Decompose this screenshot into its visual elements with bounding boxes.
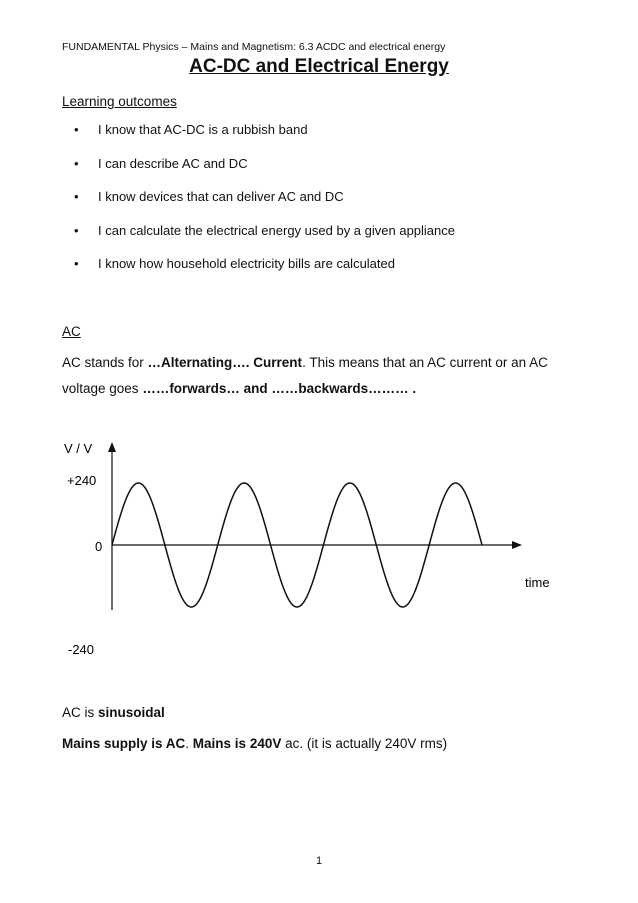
page-header: FUNDAMENTAL Physics – Mains and Magnetism: 6.3 ACDC and electrical energy <box>62 41 446 53</box>
list-item <box>62 156 455 190</box>
learning-outcomes-list <box>62 122 455 290</box>
ac-line2-pre: voltage goes <box>62 381 143 396</box>
list-item-text: I know that AC-DC is a rubbish band <box>98 122 308 137</box>
mains-post: ac. (it is actually 240V rms) <box>281 736 448 751</box>
y-axis-arrow-icon <box>108 442 116 452</box>
list-item <box>62 189 455 223</box>
list-item <box>62 223 455 257</box>
ac-line1-post: . This means that an AC current or an AC <box>302 355 548 370</box>
ac-definition-line-2 <box>62 381 416 396</box>
bullet-icon: • <box>74 122 79 137</box>
mains-mid: . <box>185 736 193 751</box>
sinusoidal-statement <box>62 705 165 720</box>
list-item-text: I can calculate the electrical energy used by a given appliance <box>98 222 455 238</box>
sinusoidal-pre: AC is <box>62 705 99 720</box>
ac-definition-line-1 <box>62 355 548 370</box>
list-item-text: I can describe AC and DC <box>98 155 248 171</box>
bullet-icon: • <box>74 189 79 205</box>
y-axis-label: V / V <box>64 441 93 456</box>
mains-bold-2: Mains is 240V <box>192 736 282 751</box>
y-zero-label: 0 <box>95 539 103 554</box>
learning-outcomes-heading: Learning outcomes <box>62 94 177 109</box>
y-min-label: -240 <box>68 642 95 657</box>
list-item-text: I know devices that can deliver AC and DC <box>98 189 344 205</box>
bullet-icon: • <box>74 256 79 272</box>
list-item <box>62 256 455 290</box>
ac-line1-bold: …Alternating…. Current <box>147 355 303 370</box>
page-title <box>0 56 638 78</box>
x-axis-label: time <box>525 575 550 590</box>
sinusoidal-bold: sinusoidal <box>98 705 165 720</box>
list-item-text: I know how household electricity bills are calculated <box>98 256 395 272</box>
ac-line2-bold: ……forwards… and ……backwards……… . <box>142 381 417 396</box>
ac-heading: AC <box>62 324 81 339</box>
bullet-icon: • <box>74 222 79 238</box>
mains-supply-statement <box>62 736 447 751</box>
bullet-icon: • <box>74 155 79 171</box>
page-number: 1 <box>315 855 323 867</box>
mains-bold-1: Mains supply is AC <box>62 736 186 751</box>
x-axis-arrow-icon <box>512 541 522 549</box>
page-title-text: AC-DC and Electrical Energy <box>189 56 449 77</box>
y-max-label: +240 <box>67 473 97 488</box>
ac-voltage-graph <box>0 430 638 665</box>
ac-line1-pre: AC stands for <box>62 355 148 370</box>
list-item <box>62 122 455 156</box>
